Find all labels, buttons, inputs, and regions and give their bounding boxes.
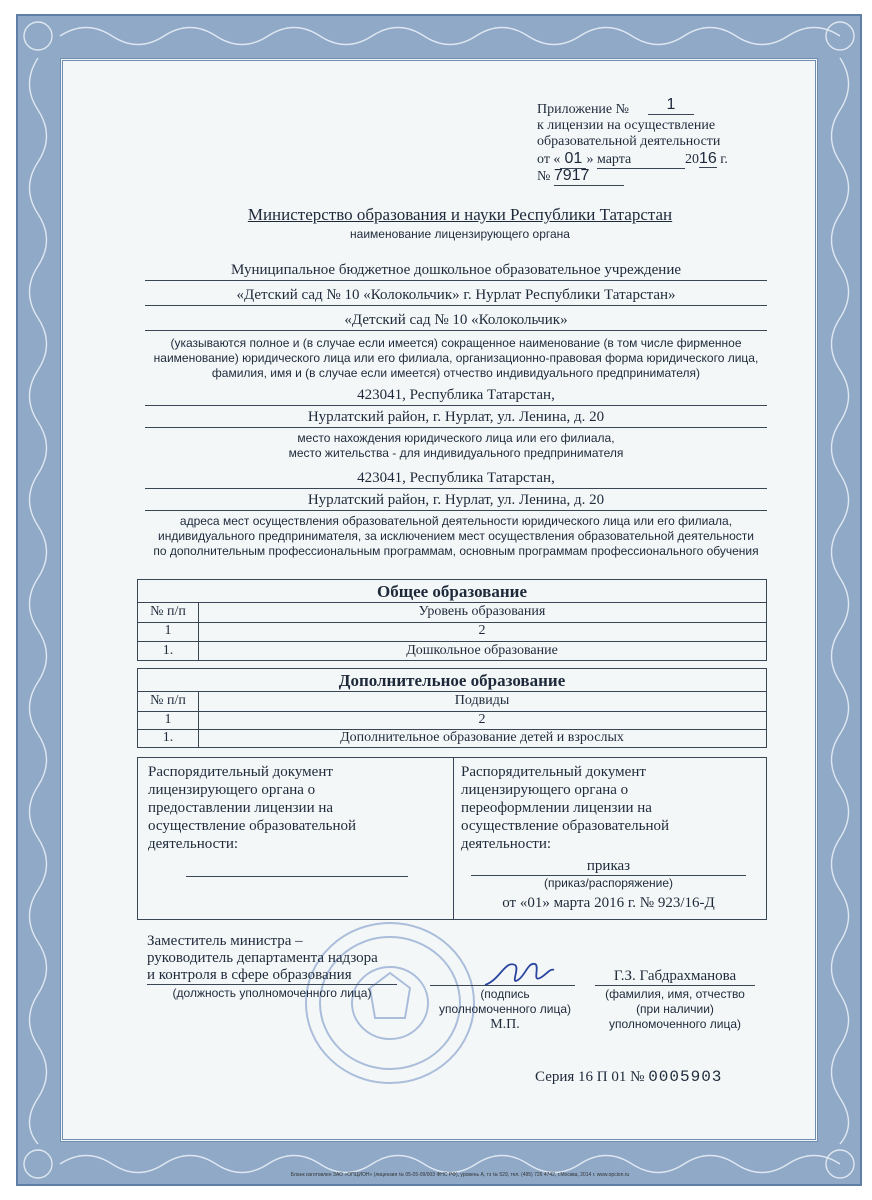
column-divider (453, 758, 454, 919)
underline (145, 510, 767, 511)
underline (145, 305, 767, 306)
reissue-order-type: приказ (471, 858, 746, 876)
signer-name-caption-1: (фамилия, имя, отчество (605, 987, 745, 1001)
appendix-label: Приложение № (537, 102, 629, 117)
underline (145, 427, 767, 428)
underline (145, 280, 767, 281)
reissue-order-date: от «01» марта 2016 г. № 923/16-Д (502, 895, 715, 911)
signer-name-caption-3: уполномоченного лица) (608, 1017, 742, 1031)
reissue-order-type-caption: (приказ/распоряжение) (543, 876, 674, 890)
activity-address-line1: 423041, Республика Татарстан, (357, 470, 555, 486)
appendix-line1: к лицензии на осуществление (537, 118, 716, 133)
table-row-number: 1. (162, 730, 174, 745)
underline (145, 330, 767, 331)
signer-position-caption: (должность уполномоченного лица) (172, 986, 372, 1000)
licensee-name-line1: Муниципальное бюджетное дошкольное образовательное учреждение (231, 262, 681, 278)
licensee-short-name: «Детский сад № 10 «Колокольчик» (344, 312, 568, 328)
underline (145, 488, 767, 489)
table-row-level: Дошкольное образование (406, 643, 558, 658)
index-cell: 2 (478, 712, 486, 727)
underline (145, 405, 767, 406)
form-series: Серия 16 П 01 № 0005903 (535, 1068, 723, 1086)
signature-caption-2: уполномоченного лица) (438, 1002, 572, 1016)
reissue-order-text: Распорядительный документ лицензирующего органа о переоформлении лицензии на осуществление образовательной деятельности: (461, 764, 669, 852)
row-divider (138, 691, 766, 692)
authority-caption: наименование лицензирующего органа (350, 227, 570, 241)
signature-line (430, 985, 575, 986)
appendix-number: 1 (648, 96, 694, 115)
appendix-line2: образовательной деятельности (537, 134, 721, 149)
row-divider (138, 602, 766, 603)
licensee-caption: (указываются полное и (в случае если имеется) сокращенное наименование (в том числе фирменное наименование) юридического лица или его филиала, организационно-правовая форма юридического лица, фамилия, имя и (в случае если имеется) отчество индивидуального предпринимателя) (153, 336, 759, 380)
signer-name: Г.З. Габдрахманова (595, 968, 755, 986)
index-cell: 1 (164, 712, 172, 727)
column-header-subtype: Подвиды (454, 693, 510, 708)
signature-caption-1: (подпись (480, 987, 530, 1001)
table-row-subtype: Дополнительное образование детей и взрослых (340, 730, 624, 745)
activity-address-line2: Нурлатский район, г. Нурлат, ул. Ленина, д. 20 (307, 492, 605, 508)
table-row-number: 1. (162, 643, 174, 658)
index-cell: 2 (478, 623, 486, 638)
printer-footer: Бланк изготовлен ЗАО «ОПЦИОН» (лицензия № 05-05-09/003 ФНС РФ), уровень А, тз № 529, тел. (495) 726 4742, г.Москва, 2014 г. www.opcion.ru (290, 1172, 630, 1178)
additional-education-title: Дополнительное образование (338, 671, 566, 690)
licensee-name-line2: «Детский сад № 10 «Колокольчик» г. Нурлат Республики Татарстан» (236, 287, 676, 303)
signer-position-line1: Заместитель министра – (147, 933, 303, 949)
column-header-number: № п/п (150, 604, 186, 619)
licensing-authority: Министерство образования и науки Республики Татарстан (247, 205, 673, 224)
stamp-label: М.П. (490, 1017, 520, 1032)
row-divider (138, 641, 766, 642)
column-header-number: № п/п (150, 693, 186, 708)
signer-name-caption-2: (при наличии) (636, 1002, 714, 1016)
general-education-title: Общее образование (377, 582, 527, 601)
orders-box (137, 757, 767, 920)
location-line1: 423041, Республика Татарстан, (357, 387, 555, 403)
column-header-level: Уровень образования (418, 604, 546, 619)
appendix-date: от « 01 » марта 2016 г. (537, 150, 728, 167)
signer-position-line3: и контроля в сфере образования (147, 967, 397, 985)
grant-order-blank (186, 876, 408, 877)
column-divider (198, 691, 199, 747)
signer-position (147, 933, 397, 1002)
grant-order-text: Распорядительный документ лицензирующего органа о предоставлении лицензии на осуществление образовательной деятельности: (148, 764, 356, 852)
activity-address-caption: адреса мест осуществления образовательной деятельности юридического лица или его филиала, индивидуального предпринимателя, за исключением мест осуществления образовательной деятельности по дополнительным профессиональным программам, основным программам профессионального обучения (153, 514, 759, 558)
location-line2: Нурлатский район, г. Нурлат, ул. Ленина, д. 20 (307, 409, 605, 425)
location-caption1: место нахождения юридического лица или его филиала, (297, 431, 615, 445)
index-cell: 1 (164, 623, 172, 638)
column-divider (198, 602, 199, 660)
signer-position-line2: руководитель департамента надзора (147, 950, 378, 966)
appendix-license-number: № 7917 (537, 167, 624, 186)
additional-education-table (137, 668, 767, 748)
location-caption2: место жительства - для индивидуального предпринимателя (288, 446, 624, 460)
general-education-table (137, 579, 767, 661)
